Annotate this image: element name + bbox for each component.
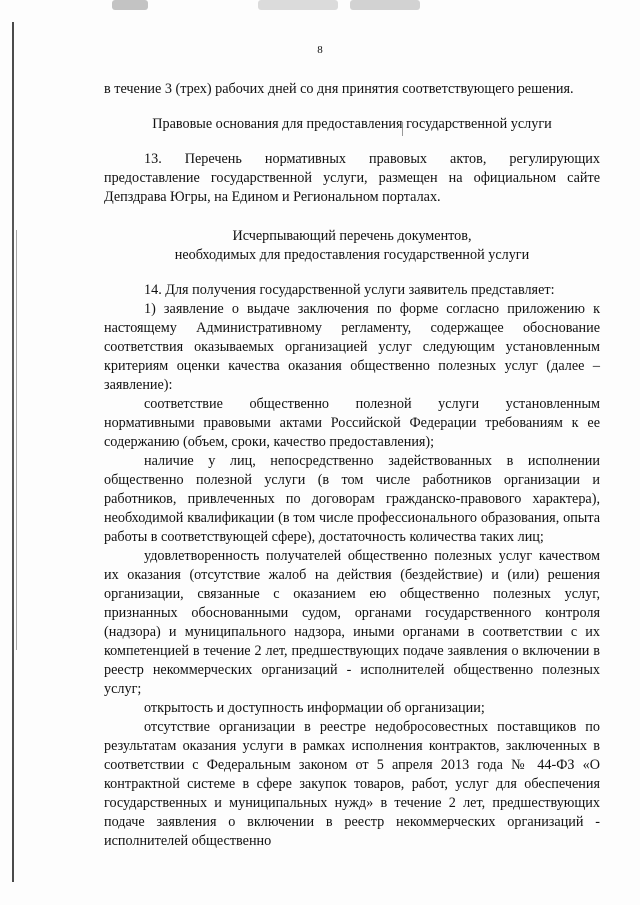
- page-number: 8: [317, 44, 323, 56]
- paragraph-continuation: в течение 3 (трех) рабочих дней со дня принятия соответствующего решения.: [104, 81, 574, 97]
- criterion-item: открытость и доступность информации об организации;: [144, 700, 485, 716]
- paragraph-14: 14. Для получения государственной услуги заявитель представляет:: [144, 282, 555, 298]
- criterion-item: отсутствие организации в реестре недобросовестных поставщиков по результатам оказания услуги в рамках исполнения контрактов, заключенных в соответствии с Федеральным законом от 5 апреля 2013 года № 44-ФЗ «О контрактной системе в сфере закупок товаров, работ, услуг для обеспечения государственных и муниципальных нужд» в течение 2 лет, предшествующих подаче заявления о включении в реестр некоммерческих организаций - исполнителей общественно: [104, 719, 600, 849]
- scan-margin-line: [12, 22, 14, 882]
- section-heading-legal-basis: Правовые основания для предоставления государственной услуги: [152, 116, 552, 132]
- criterion-item: соответствие общественно полезной услуги установленным нормативными правовыми актами Российской Федерации требованиям к ее содержанию (объем, сроки, качество предоставления);: [104, 396, 600, 450]
- criterion-item: наличие у лиц, непосредственно задействованных в исполнении общественно полезной услуги (в том числе работников организации и работников, привлеченных по договорам гражданско-правового характера), необходимой квалификации (в том числе профессионального образования, опыта работы в соответствующей сфере), достаточность количества таких лиц;: [104, 453, 600, 545]
- paragraph-13: 13. Перечень нормативных правовых актов, регулирующих предоставление государственной услуги, размещен на официальном сайте Депздрава Югры, на Едином и Региональном порталах.: [104, 151, 600, 205]
- document-body: [104, 80, 600, 851]
- scan-smudge: [112, 0, 148, 10]
- section-heading-documents-line2: необходимых для предоставления государственной услуги: [174, 247, 530, 263]
- scan-margin-line-secondary: [16, 230, 17, 650]
- paragraph-14-item-1: 1) заявление о выдаче заключения по форме согласно приложению к настоящему Административному регламенту, содержащее обоснование соответствия оказываемых организацией услуг следующим установленным критериям оценки качества оказания общественно полезных услуг (далее – заявление):: [104, 301, 600, 393]
- section-heading-documents-line1: Исчерпывающий перечень документов,: [232, 228, 472, 244]
- criterion-item: удовлетворенность получателей общественно полезных услуг качеством их оказания (отсутствие жалоб на действия (бездействие) и (или) решения организации, связанные с оказанием ею общественно полезных услуг, признанных обоснованными судом, органами государственного контроля (надзора) и муниципального надзора, иными органами в соответствии с их компетенцией в течение 2 лет, предшествующих подаче заявления о включении в реестр некоммерческих организаций - исполнителей общественно полезных услуг;: [104, 548, 600, 697]
- scan-smudge: [350, 0, 420, 10]
- scan-smudge: [258, 0, 338, 10]
